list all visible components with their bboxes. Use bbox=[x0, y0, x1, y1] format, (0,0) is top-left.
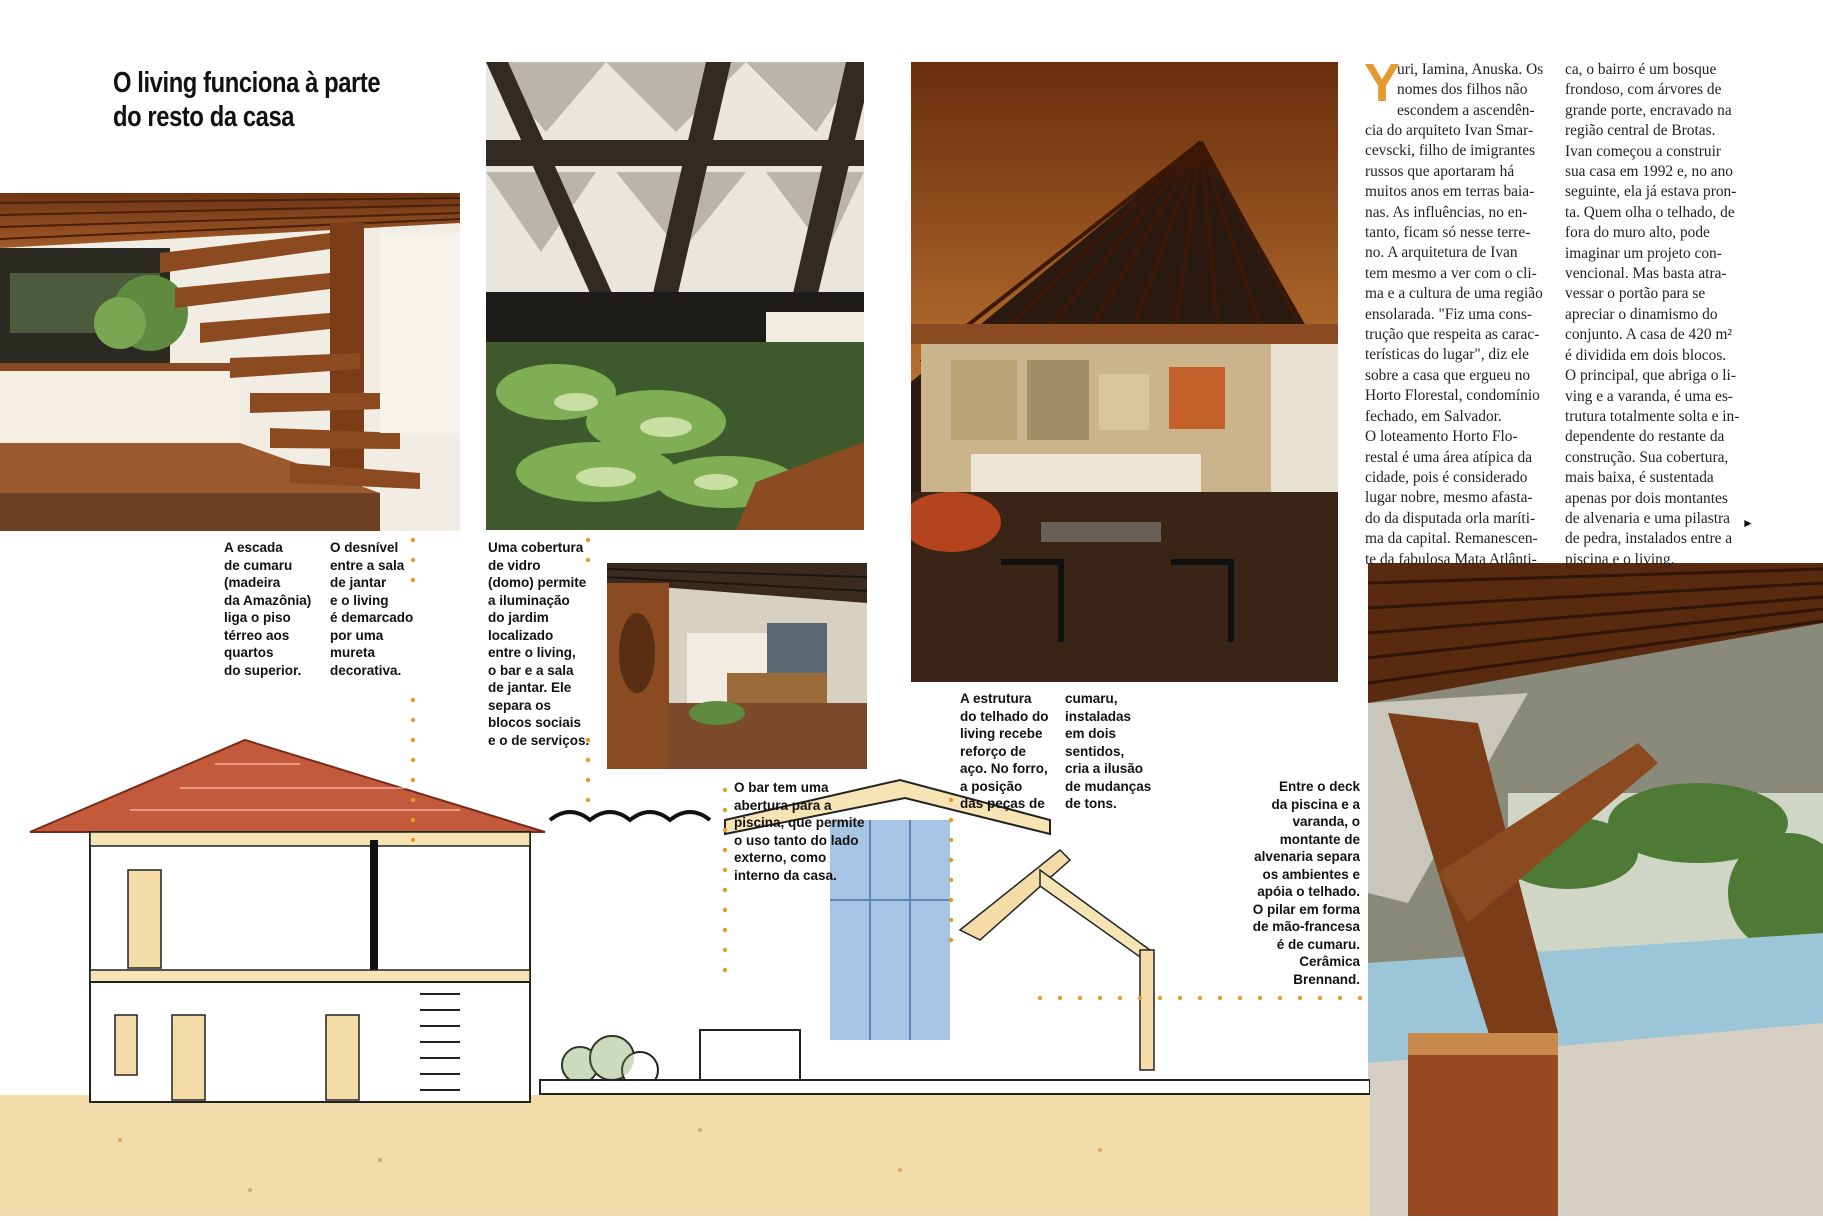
caption-line: é demarcado bbox=[330, 610, 414, 625]
headline-line-2: do resto da casa bbox=[113, 101, 295, 133]
caption-line: A estrutura bbox=[960, 691, 1032, 706]
article-line: cidade, pois é considerado bbox=[1365, 468, 1528, 486]
article-line: trutura totalmente solta e in- bbox=[1565, 407, 1740, 425]
article-line: mais baixa, é sustentada bbox=[1565, 469, 1714, 487]
article-line: imaginar um projeto con- bbox=[1565, 244, 1722, 262]
caption-line: A escada bbox=[224, 540, 283, 555]
caption-line: do jardim bbox=[488, 610, 549, 625]
article-line: terísticas do lugar", diz ele bbox=[1365, 346, 1529, 364]
caption-line: de mudanças bbox=[1065, 778, 1152, 794]
caption-line: reforço de bbox=[960, 743, 1027, 759]
caption-line: do telhado do bbox=[960, 708, 1049, 724]
caption-line: e o living bbox=[330, 592, 389, 608]
article-line: apreciar o dinamismo do bbox=[1565, 305, 1718, 323]
caption-line: Entre o deck bbox=[1278, 779, 1360, 794]
article-line: ma e a cultura de uma região bbox=[1365, 285, 1543, 303]
article-line: uri, Iamina, Anuska. Os bbox=[1397, 61, 1544, 78]
caption-deck bbox=[1230, 778, 1360, 988]
caption-line: de tons. bbox=[1065, 796, 1117, 811]
caption-line: decorativa. bbox=[330, 662, 402, 678]
caption-line: montante de bbox=[1279, 831, 1360, 847]
article-line: lugar nobre, mesmo afasta- bbox=[1365, 489, 1533, 507]
caption-line: Cerâmica bbox=[1299, 954, 1360, 969]
caption-line: e o de serviços. bbox=[488, 732, 590, 748]
caption-line: é de cumaru. bbox=[1276, 936, 1360, 952]
caption-line: cumaru, bbox=[1065, 691, 1118, 706]
caption-line: cria a ilusão bbox=[1065, 761, 1144, 776]
caption-line: de mão-francesa bbox=[1252, 919, 1360, 934]
article-line: O loteamento Horto Flo- bbox=[1365, 428, 1518, 446]
caption-line: externo, como bbox=[734, 850, 827, 865]
article-line: dependente do restante da bbox=[1565, 428, 1725, 446]
caption-line: de vidro bbox=[488, 557, 541, 573]
caption-line: térreo aos bbox=[224, 627, 290, 643]
caption-line: de jantar. Ele bbox=[488, 680, 572, 695]
article-line: no. A arquitetura de Ivan bbox=[1365, 244, 1518, 262]
article-line: sua casa em 1992 e, no ano bbox=[1565, 163, 1733, 181]
article-line: tanto, ficam só nesse terre- bbox=[1365, 224, 1531, 242]
caption-line: aço. No forro, bbox=[960, 761, 1048, 776]
caption-line: O desnível bbox=[330, 540, 399, 555]
caption-line: interno da casa. bbox=[734, 867, 837, 883]
article-line: nas. As influências, no en- bbox=[1365, 203, 1528, 221]
caption-line: varanda, o bbox=[1292, 814, 1360, 829]
article-line: de pedra, instalados entre a bbox=[1565, 530, 1733, 548]
headline-line-1: O living funciona à parte bbox=[113, 67, 381, 99]
caption-line: da Amazônia) bbox=[224, 592, 312, 608]
caption-line: O bar tem uma bbox=[734, 780, 829, 795]
article-line: te da fabulosa Mata Atlânti- bbox=[1365, 550, 1537, 568]
continue-arrow-icon[interactable]: ► bbox=[1742, 516, 1754, 530]
article-line: tem mesmo a ver com o cli- bbox=[1365, 264, 1537, 282]
caption-line: localizado bbox=[488, 627, 554, 643]
caption-line: Uma cobertura bbox=[488, 540, 584, 555]
caption-line: do superior. bbox=[224, 662, 302, 678]
caption-line: sentidos, bbox=[1065, 743, 1125, 759]
caption-line: apóia o telhado. bbox=[1257, 884, 1360, 899]
article-line: região central de Brotas. bbox=[1565, 122, 1716, 140]
caption-estrutura-b bbox=[1065, 690, 1151, 813]
caption-line: Brennand. bbox=[1293, 971, 1360, 987]
caption-line: a posição bbox=[960, 778, 1023, 794]
caption-line: blocos sociais bbox=[488, 715, 582, 730]
article-line: escondem a ascendên- bbox=[1397, 101, 1535, 119]
article-line: O principal, que abriga o li- bbox=[1565, 367, 1736, 385]
caption-line: living recebe bbox=[960, 726, 1043, 741]
caption-line: quartos bbox=[224, 645, 274, 660]
article-line: muitos anos em terras baia- bbox=[1365, 183, 1535, 201]
caption-line: o uso tanto do lado bbox=[734, 832, 859, 848]
article-line: é dividida em dois blocos. bbox=[1565, 346, 1727, 364]
article-line: vessar o portão para se bbox=[1565, 285, 1706, 303]
caption-line: de cumaru bbox=[224, 557, 293, 573]
article-line: piscina e o living. bbox=[1565, 550, 1675, 568]
caption-line: o bar e a sala bbox=[488, 662, 574, 678]
caption-line: os ambientes e bbox=[1262, 866, 1360, 882]
article-line: trução que respeita as carac- bbox=[1365, 326, 1540, 344]
caption-line: abertura para a bbox=[734, 797, 832, 813]
caption-line: da piscina e a bbox=[1271, 796, 1360, 812]
caption-cobertura bbox=[488, 539, 589, 749]
article-line: vencional. Mas basta atra- bbox=[1565, 265, 1727, 283]
caption-line: O pilar em forma bbox=[1252, 901, 1360, 917]
article-line: ensolarada. "Fiz uma cons- bbox=[1365, 305, 1532, 323]
article-line: ving e a varanda, é uma es- bbox=[1565, 387, 1733, 405]
article-column-2 bbox=[1565, 60, 1739, 570]
article-column-1-cont bbox=[1365, 121, 1543, 570]
caption-line: (domo) permite bbox=[488, 575, 587, 590]
article-line: Ivan começou a construir bbox=[1565, 142, 1721, 160]
article-line: grande porte, encravado na bbox=[1565, 101, 1732, 119]
caption-line: instaladas bbox=[1065, 708, 1132, 724]
caption-line: por uma bbox=[330, 627, 384, 643]
article-line: frondoso, com árvores de bbox=[1565, 81, 1722, 99]
article-line: cevscki, filho de imigrantes bbox=[1365, 142, 1536, 160]
caption-line: mureta bbox=[330, 645, 376, 660]
caption-desnivel bbox=[330, 539, 413, 679]
caption-line: separa os bbox=[488, 697, 552, 713]
article-line: fora do muro alto, pode bbox=[1565, 224, 1710, 242]
article-line: sobre a casa que ergueu no bbox=[1365, 366, 1531, 384]
caption-line: das peças de bbox=[960, 796, 1045, 811]
caption-line: a iluminação bbox=[488, 592, 570, 608]
article-line: russos que aportaram há bbox=[1365, 162, 1515, 180]
article-line: seguinte, ela já estava pron- bbox=[1565, 183, 1737, 201]
article-line: de alvenaria e uma pilastra bbox=[1565, 509, 1730, 527]
caption-line: (madeira bbox=[224, 575, 281, 590]
caption-bar bbox=[734, 779, 865, 884]
caption-line: entre a sala bbox=[330, 557, 405, 573]
article-line: Horto Florestal, condomínio bbox=[1365, 387, 1540, 405]
article-line: cia do arquiteto Ivan Smar- bbox=[1365, 122, 1534, 139]
article-line: ta. Quem olha o telhado, de bbox=[1565, 203, 1735, 221]
caption-line: em dois bbox=[1065, 726, 1117, 741]
caption-line: entre o living, bbox=[488, 645, 576, 660]
article-line: conjunto. A casa de 420 m² bbox=[1565, 326, 1733, 344]
caption-line: liga o piso bbox=[224, 610, 291, 625]
article-line: nomes dos filhos não bbox=[1397, 81, 1528, 99]
caption-escada bbox=[224, 539, 311, 679]
caption-line: alvenaria separa bbox=[1254, 849, 1360, 864]
caption-estrutura-a bbox=[960, 690, 1049, 813]
article-line: fechado, em Salvador. bbox=[1365, 407, 1502, 425]
article-line: apenas por dois montantes bbox=[1565, 489, 1728, 507]
article-line: do da disputada orla maríti- bbox=[1365, 509, 1536, 527]
caption-line: de jantar bbox=[330, 575, 387, 590]
article-column-1 bbox=[1397, 60, 1543, 121]
caption-line: piscina, que permite bbox=[734, 815, 865, 830]
article-line: ma da capital. Remanescen- bbox=[1365, 530, 1538, 548]
article-line: restal é uma área atípica da bbox=[1365, 448, 1533, 466]
article-line: ca, o bairro é um bosque bbox=[1565, 61, 1717, 78]
article-line: construção. Sua cobertura, bbox=[1565, 448, 1729, 466]
article-dropcap: Y bbox=[1364, 53, 1401, 113]
